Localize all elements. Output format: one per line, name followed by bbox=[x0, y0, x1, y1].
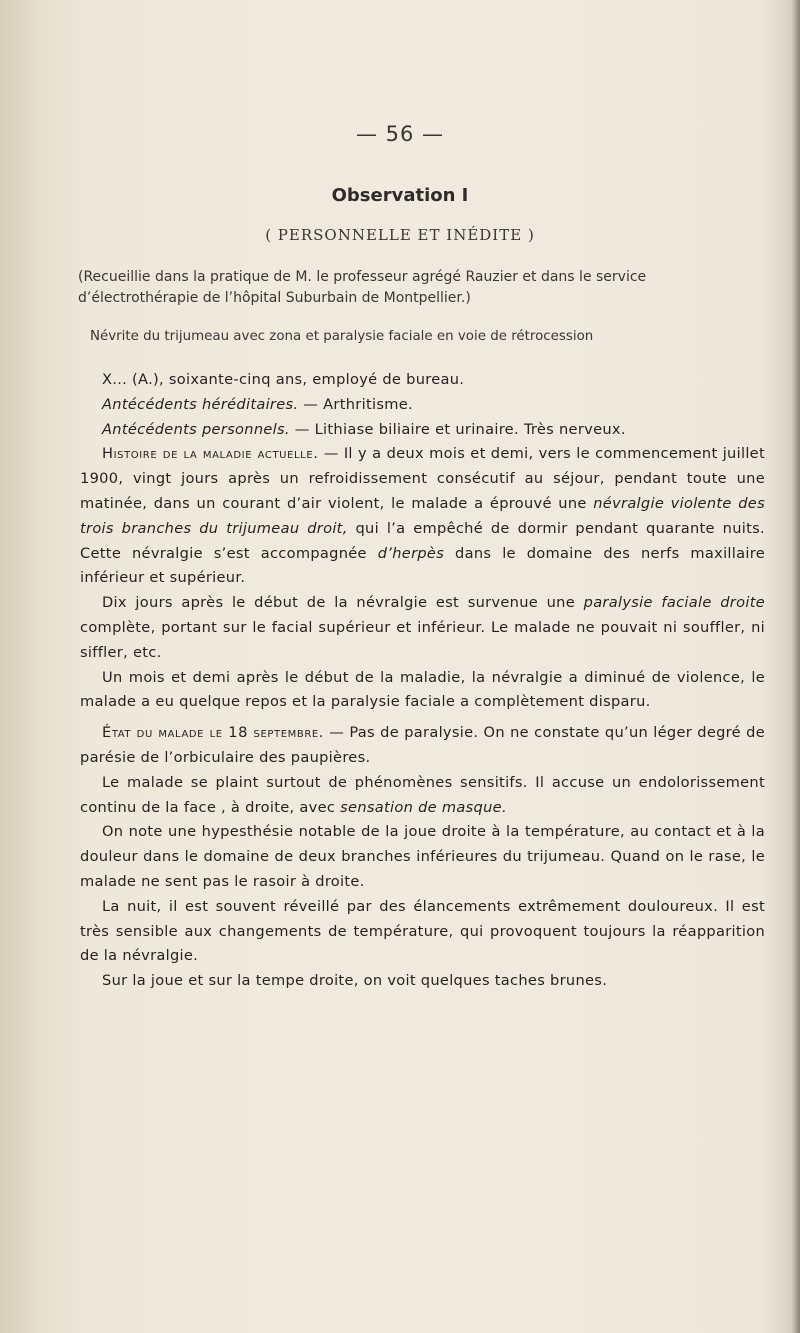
case-summary: Névrite du trijumeau avec zona et paralysie faciale en voie de rétrocession bbox=[90, 329, 594, 344]
body-text bbox=[80, 368, 765, 994]
section-label: Antécédents personnels. bbox=[102, 420, 290, 438]
paragraph-recovery: Un mois et demi après le début de la maladie, la névralgie a diminué de violence, le malade a eu quelque repos et la paralysie faciale a complètement disparu. bbox=[80, 668, 765, 711]
observation-title: Observation I bbox=[331, 185, 469, 206]
paragraph-paralysis: Dix jours après le début de la névralgie est survenue une paralysie faciale droite complète, portant sur le facial supérieur et inférieur. Le malade ne pouvait ni souffler, ni siffler, etc. bbox=[80, 594, 765, 661]
paragraph-night: La nuit, il est souvent réveillé par des élancements extrêmement douloureux. Il est très sensible aux changements de température, qui provoquent toujours la réapparition de la névralgie. bbox=[80, 897, 765, 965]
paragraph-hypesthesia: On note une hypesthésie notable de la joue droite à la température, au contact et à la douleur dans le domaine de deux branches inférieures du trijumeau. Quand on le rase, le malade ne sent pas le rasoir à droite. bbox=[80, 823, 765, 890]
paragraph-history: Histoire de la maladie actuelle. — Il y a deux mois et demi, vers le commencement juillet 1900, vingt jours après un refroidissement consécutif au séjour, pendant toute une matinée, dans un courant d’air violent, le malade a éprouvé une névralgie violente des trois branches du trijumeau droit, qui l’a empêché de dormir pendant quarante nuits. Cette névralgie s’est accompagnée d’herpès dans le domaine des nerfs maxillaire inférieur et supérieur. bbox=[80, 445, 765, 587]
paragraph-symptoms: Le malade se plaint surtout de phénomènes sensitifs. Il accuse un endolorissement continu de la face , à droite, avec sensation de masque. bbox=[80, 773, 765, 816]
paragraph-personal: Antécédents personnels. — Lithiase biliaire et urinaire. Très nerveux. bbox=[102, 420, 626, 438]
observation-subtitle: ( PERSONNELLE ET INÉDITE ) bbox=[265, 226, 535, 244]
section-heading: État du malade le 18 septembre. bbox=[102, 724, 325, 742]
paragraph-patient: X... (A.), soixante-cinq ans, employé de bureau. bbox=[102, 371, 465, 388]
paragraph-state: État du malade le 18 septembre. — Pas de paralysie. On ne constate qu’un léger degré de parésie de l’orbiculaire des paupières. bbox=[80, 724, 765, 766]
section-label: Antécédents héréditaires. bbox=[102, 395, 299, 413]
page-number: — 56 — bbox=[355, 122, 445, 146]
source-note: (Recueillie dans la pratique de M. le professeur agrégé Rauzier et dans le service d’électrothérapie de l’hôpital Suburbain de Montpellier.) bbox=[78, 269, 647, 306]
paragraph-hereditary: Antécédents héréditaires. — Arthritisme. bbox=[102, 395, 413, 413]
section-heading: Histoire de la maladie actuelle. bbox=[102, 445, 319, 463]
paragraph-spots: Sur la joue et sur la tempe droite, on voit quelques taches brunes. bbox=[102, 972, 608, 990]
